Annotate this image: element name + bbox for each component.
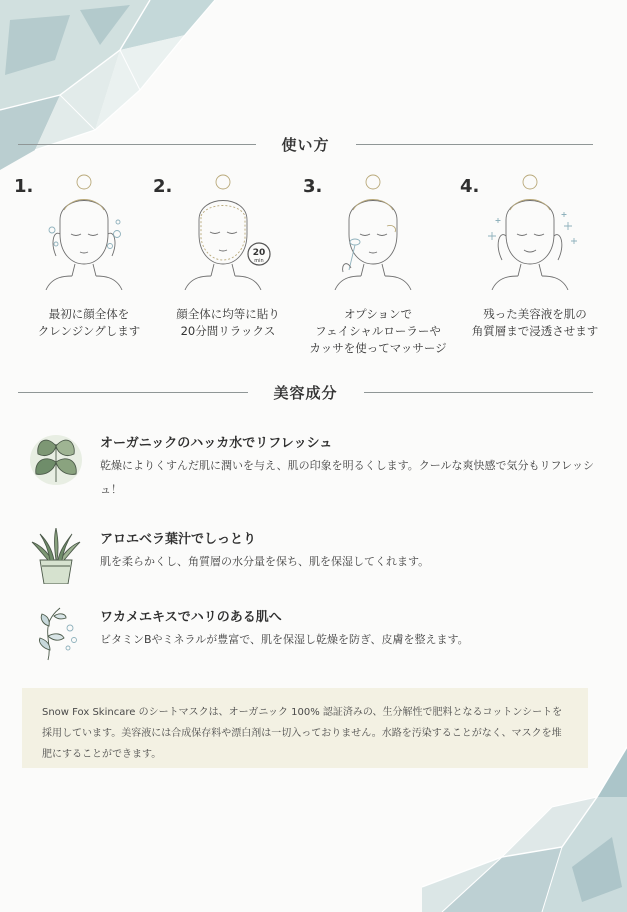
timer-unit: min	[254, 258, 264, 264]
caption-line: 角質層まで浸透させます	[471, 324, 599, 338]
ingredient-description: 肌を柔らかくし、角質層の水分量を保ち、肌を保湿してくれます。	[100, 555, 430, 568]
step-caption	[303, 306, 453, 357]
caption-line: クレンジングします	[37, 324, 141, 338]
usage-section-heading	[18, 134, 593, 154]
face-sparkle-icon	[484, 172, 584, 290]
caption-line: 残った美容液を肌の	[483, 307, 587, 321]
ingredient-title: オーガニックのハッカ水でリフレッシュ	[100, 436, 333, 451]
face-cleansing-icon	[38, 172, 128, 290]
face-roller-icon	[327, 172, 417, 290]
ingredient-description: ビタミンBやミネラルが豊富で、肌を保湿し乾燥を防ぎ、皮膚を整えます。	[100, 633, 469, 646]
caption-line: 顔全体に均等に貼り	[176, 307, 280, 321]
caption-line: オプションで	[344, 307, 412, 321]
caption-line: 20分間リラックス	[180, 324, 276, 338]
step-caption	[460, 306, 610, 340]
step-number: 1.	[14, 176, 34, 197]
usage-step-4	[460, 172, 610, 352]
caption-line: フェイシャルローラーや	[315, 324, 441, 338]
ingredients-section-title: 美容成分	[273, 383, 338, 402]
heading-rule-left	[18, 392, 248, 393]
heading-rule-right	[364, 392, 594, 393]
aloe-plant-icon	[28, 528, 84, 584]
usage-step-1	[14, 172, 164, 352]
timer-value: 20	[252, 248, 266, 258]
sustainability-info-box	[22, 688, 588, 768]
peppermint-leaf-icon	[28, 432, 84, 488]
face-mask-timer-icon	[177, 172, 277, 290]
step-number: 4.	[460, 176, 480, 197]
step-caption	[153, 306, 303, 340]
step-number: 3.	[303, 176, 323, 197]
step-number: 2.	[153, 176, 173, 197]
info-text: Snow Fox Skincare のシートマスクは、オーガニック 100% 認証済みの、生分解性で肥料となるコットンシートを採用しています。美容液には合成保存料や漂白剤は一切入っておりません。水路を汚染することがなく、マスクを堆肥にすることができます。	[42, 707, 563, 760]
ingredients-section-heading	[18, 382, 593, 402]
usage-step-2	[153, 172, 303, 352]
caption-line: 最初に顔全体を	[48, 307, 130, 321]
ingredient-description: 乾燥によりくすんだ肌に潤いを与え、肌の印象を明るくします。クールな爽快感で気分もリフレッシュ！	[100, 459, 595, 496]
ingredient-title: アロエベラ葉汁でしっとり	[100, 532, 257, 547]
caption-line: カッサを使ってマッサージ	[309, 341, 447, 355]
usage-section-title: 使い方	[281, 135, 330, 154]
step-caption	[14, 306, 164, 340]
usage-step-3	[303, 172, 453, 355]
heading-rule-right	[356, 144, 594, 145]
ingredient-title: ワカメエキスでハリのある肌へ	[100, 610, 282, 625]
heading-rule-left	[18, 144, 256, 145]
seaweed-icon	[28, 606, 84, 662]
